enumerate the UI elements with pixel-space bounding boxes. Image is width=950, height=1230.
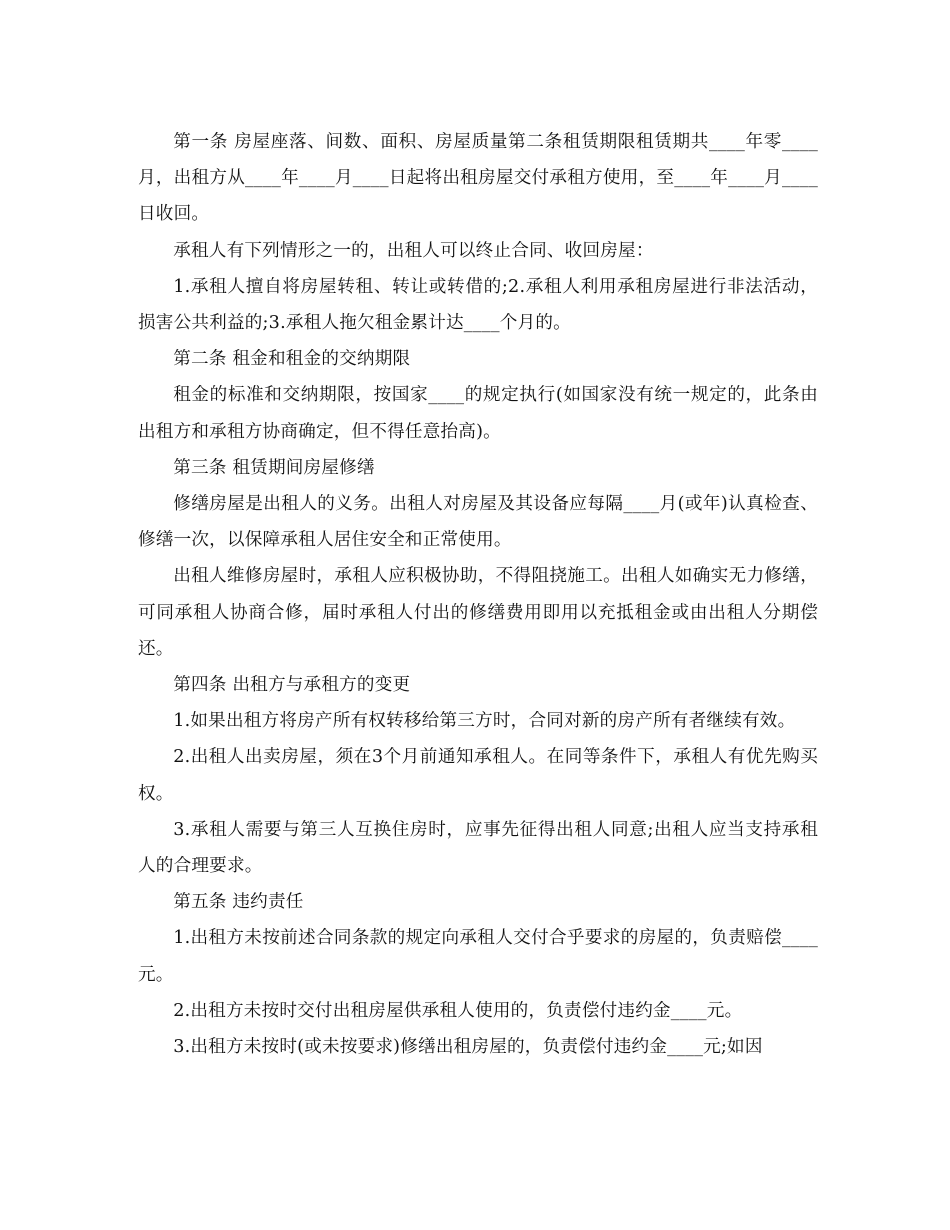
paragraph-change-item-3: 3.承租人需要与第三人互换住房时，应事先征得出租人同意;出租人应当支持承租人的合理要求。 [138,819,818,877]
document-body [138,124,818,1065]
heading-article-3-repairs: 第三条 租赁期间房屋修缮 [173,457,375,478]
paragraph-change-item-2: 2.出租人出卖房屋，须在3个月前通知承租人。在同等条件下，承租人有优先购买权。 [138,747,818,804]
heading-article-4-changes: 第四条 出租方与承租方的变更 [173,675,411,696]
paragraph-article-1-lease-term: 第一条 房屋座落、间数、面积、房屋质量第二条租赁期限租赁期共____年零____月，出租方从____年____月____日起将出租房屋交付承租方使用，至____年____月____日收回。 [138,132,818,225]
paragraph-liability-item-2: 2.出租方未按时交付出租房屋供承租人使用的，负责偿付违约金____元。 [173,1000,743,1021]
paragraph-termination-items: 1.承租人擅自将房屋转租、转让或转借的;2.承租人利用承租房屋进行非法活动，损害公共利益的;3.承租人拖欠租金累计达____个月的。 [138,276,818,334]
paragraph-liability-item-1: 1.出租方未按前述合同条款的规定向承租人交付合乎要求的房屋的，负责赔偿____元。 [138,928,818,985]
heading-article-5-liability: 第五条 违约责任 [173,892,304,913]
paragraph-liability-item-3: 3.出租方未按时(或未按要求)修缮出租房屋的，负责偿付违约金____元;如因 [173,1037,763,1058]
paragraph-repair-duty: 修缮房屋是出租人的义务。出租人对房屋及其设备应每隔____月(或年)认真检查、修缮一次，以保障承租人居住安全和正常使用。 [138,494,818,551]
heading-article-2-rent: 第二条 租金和租金的交纳期限 [173,349,411,370]
paragraph-change-item-1: 1.如果出租方将房产所有权转移给第三方时，合同对新的房产所有者继续有效。 [173,711,796,732]
paragraph-termination-conditions: 承租人有下列情形之一的，出租人可以终止合同、收回房屋： [173,240,654,261]
paragraph-repair-cooperation: 出租人维修房屋时，承租人应积极协助，不得阻挠施工。出租人如确实无力修缮，可同承租人协商合修，届时承租人付出的修缮费用即用以充抵租金或由出租人分期偿还。 [138,566,818,659]
paragraph-rent-standard: 租金的标准和交纳期限，按国家____的规定执行(如国家没有统一规定的，此条由出租方和承租方协商确定，但不得任意抬高)。 [138,385,818,442]
